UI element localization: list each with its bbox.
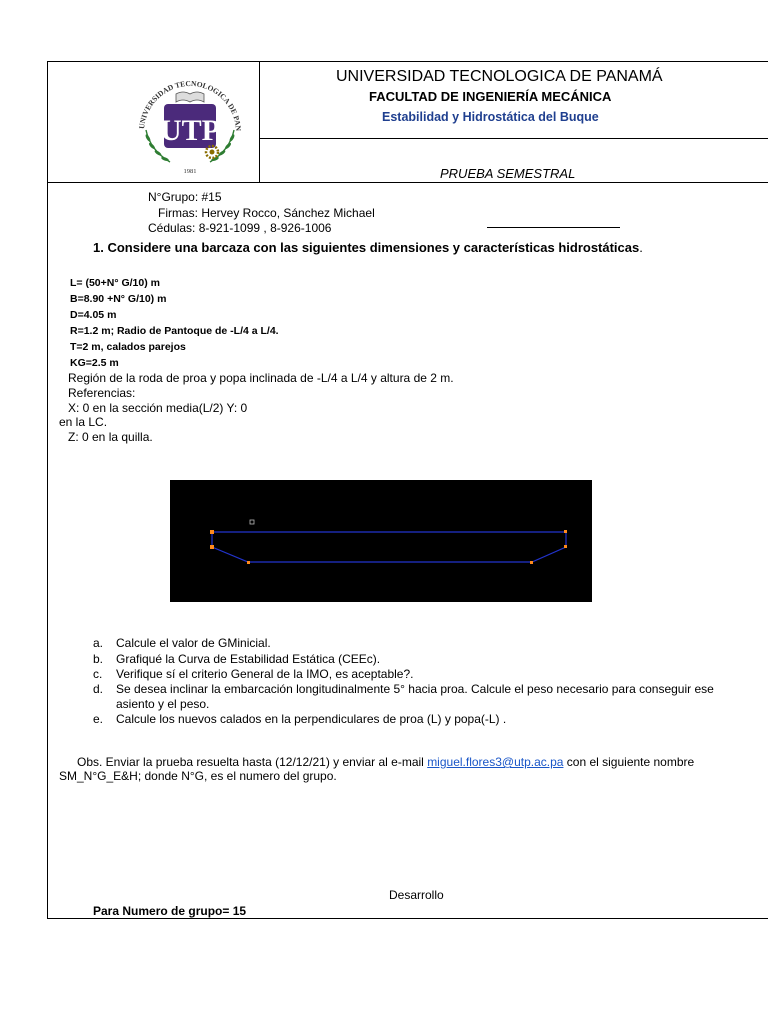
task-marker: e.	[93, 712, 104, 726]
logo-year: 1981	[183, 168, 197, 175]
reference-marker	[250, 520, 254, 524]
observation-line2: SM_N°G_E&H; donde N°G, es el numero del grupo.	[59, 769, 337, 783]
utp-logo	[130, 70, 250, 178]
header-bottom-divider	[47, 182, 768, 183]
diagram-point	[247, 561, 250, 564]
question-1	[93, 240, 643, 255]
diagram-point	[210, 545, 214, 549]
exam-title: PRUEBA SEMESTRAL	[440, 166, 576, 181]
diagram-point	[210, 530, 214, 534]
observation-suffix: con el siguiente nombre	[563, 755, 695, 769]
dimension-line: T=2 m, calados parejos	[70, 341, 186, 353]
diagram-point	[564, 545, 567, 548]
observation-prefix: Obs. Enviar la prueba resuelta hasta (12/12/21) y enviar al e-mail	[77, 755, 428, 769]
task-marker: c.	[93, 667, 103, 681]
task-item-cont: asiento y el peso.	[116, 697, 210, 711]
dimension-line: R=1.2 m; Radio de Pantoque de -L/4 a L/4.	[70, 325, 279, 337]
reference-x-cont: en la LC.	[59, 415, 108, 429]
reference-x: X: 0 en la sección media(L/2) Y: 0	[68, 401, 248, 415]
task-item: Calcule el valor de GMinicial.	[116, 636, 271, 650]
task-item: Verifique sí el criterio General de la IMO, es aceptable?.	[116, 667, 414, 681]
task-item: Calcule los nuevos calados en la perpendiculares de proa (L) y popa(-L) .	[116, 712, 507, 726]
observation	[77, 755, 694, 769]
task-marker: d.	[93, 682, 104, 696]
diagram-point	[564, 530, 567, 533]
group-number-label: Para Numero de grupo= 15	[93, 904, 247, 918]
logo-divider	[259, 61, 260, 182]
question-number: 1.	[93, 240, 104, 255]
university-name: UNIVERSIDAD TECNOLOGICA DE PANAMÁ	[336, 68, 663, 85]
reference-z: Z: 0 en la quilla.	[68, 430, 153, 444]
logo-ring-text: UNIVERSIDAD TECNOLOGICA DE PAN	[137, 78, 244, 132]
subject-name: Estabilidad y Hidrostática del Buque	[382, 110, 599, 124]
task-marker: b.	[93, 652, 104, 666]
task-item: Grafiqué la Curva de Estabilidad Estática (CEEc).	[116, 652, 381, 666]
question-end: .	[639, 240, 643, 255]
diagram-point	[530, 561, 533, 564]
signature-line	[487, 227, 620, 228]
logo-letters: UTP	[160, 114, 220, 147]
dimension-line: L= (50+N° G/10) m	[70, 277, 160, 289]
task-item: Se desea inclinar la embarcación longitudinalmente 5° hacia proa. Calcule el peso necesario para conseguir ese	[116, 682, 714, 696]
development-label: Desarrollo	[389, 888, 444, 902]
question-text: Considere una barcaza con las siguientes dimensiones y características hidrostáticas	[107, 240, 640, 255]
id-numbers: Cédulas: 8-921-1099 , 8-926-1006	[148, 221, 332, 235]
email-link[interactable]: miguel.flores3@utp.ac.pa	[427, 755, 564, 769]
group-label: N°Grupo: #15	[148, 190, 222, 204]
faculty-name: FACULTAD DE INGENIERÍA MECÁNICA	[369, 89, 612, 104]
dimension-line: B=8.90 +N° G/10) m	[70, 293, 167, 305]
references-title: Referencias:	[68, 386, 136, 400]
task-marker: a.	[93, 636, 104, 650]
region-text: Región de la roda de proa y popa inclinada de -L/4 a L/4 y altura de 2 m.	[68, 371, 454, 385]
signatures: Firmas: Hervey Rocco, Sánchez Michael	[158, 206, 375, 220]
barge-section-diagram	[170, 480, 592, 602]
dimension-line: KG=2.5 m	[70, 357, 119, 369]
dimension-line: D=4.05 m	[70, 309, 117, 321]
header-divider	[259, 138, 768, 139]
